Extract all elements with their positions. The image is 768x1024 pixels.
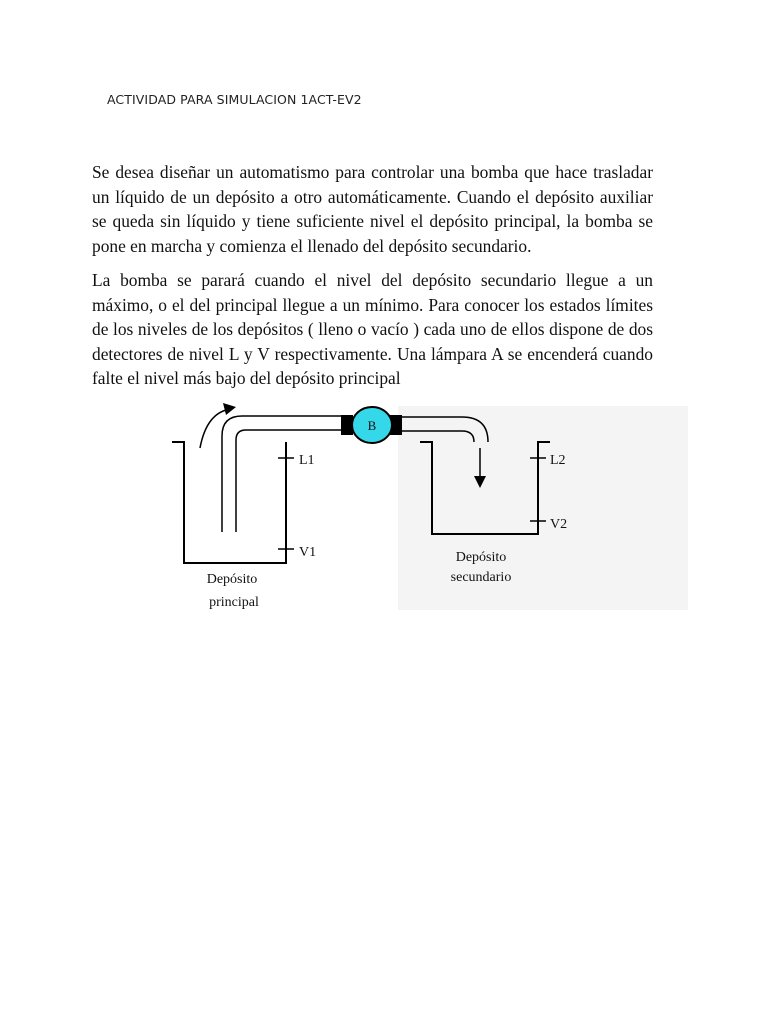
pump-label: B [367,418,377,433]
secondary-tank-caption-line2: secundario [450,570,512,585]
paragraph-problem-statement: Se desea diseñar un automatismo para controlar una bomba que hace trasladar un líquido de un depósito a otro automáticamente. Cuando el depósito auxiliar se queda sin líquido y tiene suficiente nivel el depósito principal, la bomba se pone en marcha y comienza el llenado del depósito secundario. [92,162,653,256]
secondary-tank-caption-line1: Depósito [455,550,507,565]
main-tank [172,442,286,563]
document-heading: ACTIVIDAD PARA SIMULACION 1ACT-EV2 [107,92,362,107]
scan-background [398,406,688,610]
main-tank-caption-line1: Depósito [206,572,258,587]
sensor-v1-label: V1 [299,545,317,560]
pump-tank-diagram [160,400,690,617]
sensor-v2-label: V2 [550,517,568,532]
curved-flow-arrow-icon [200,403,236,448]
paragraph-stop-conditions: La bomba se parará cuando el nivel del depósito secundario llegue a un máximo, o el del principal llegue a un mínimo. Para conocer los estados límites de los niveles de los depósitos ( lleno o vacío ) cada uno de ellos dispone de dos detectores de nivel L y V respectivamente. Una lámpara A se encenderá cuando falte el nivel más bajo del depósito principal [92,270,653,388]
suction-pipe [222,416,344,532]
sensor-l2-label: L2 [550,453,566,468]
main-tank-caption-line2: principal [209,595,259,610]
sensor-l1-label: L1 [299,453,315,468]
